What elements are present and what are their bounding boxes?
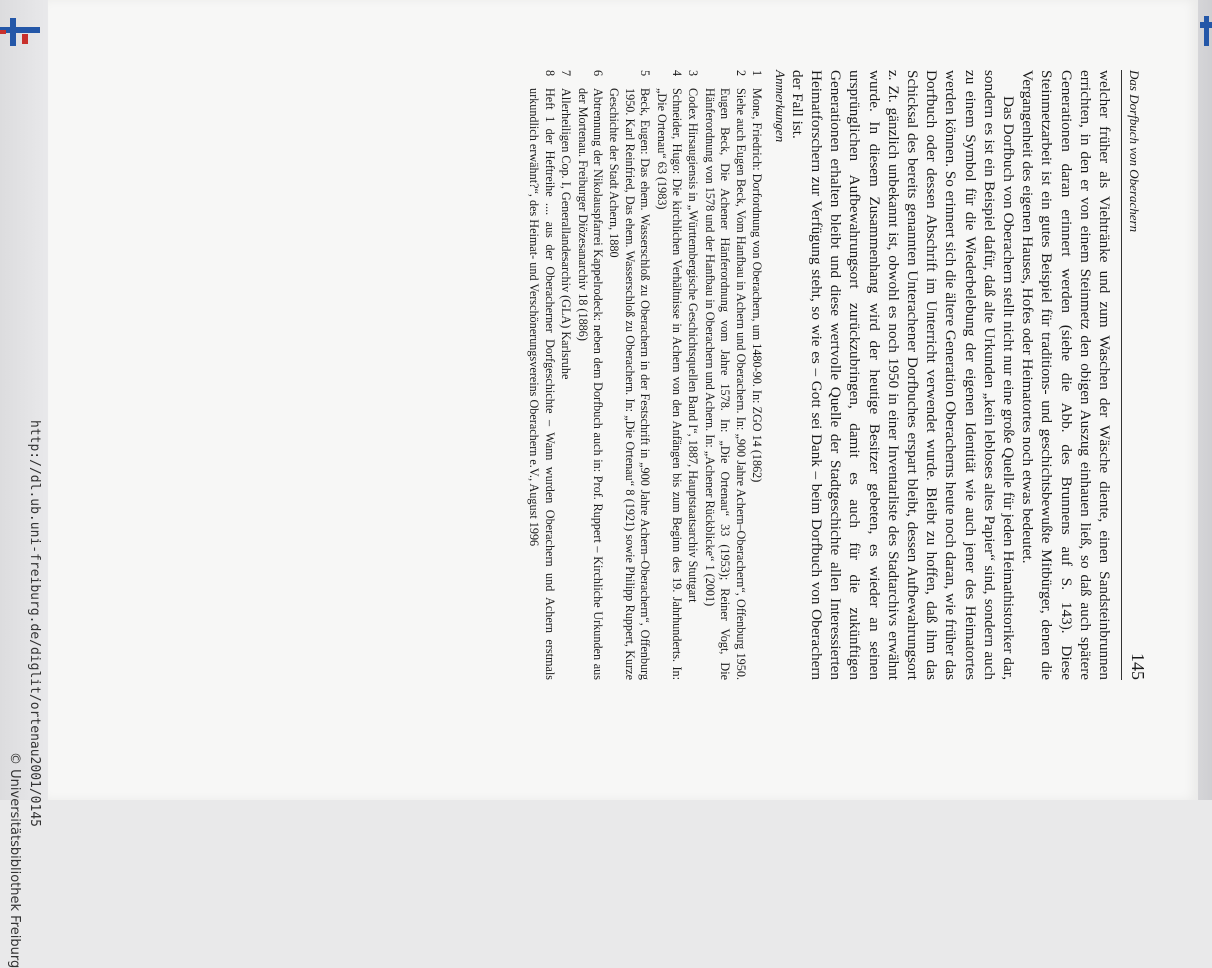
note-number: 8: [542, 70, 557, 77]
note-text: Codex Hirsaugiensis in „Württembergische Geschichtsquellen Band I“, 1887, Hauptstaatsarchiv Stuttgart: [686, 88, 701, 603]
paragraph: welcher früher als Viehtränke und zum Waschen der Wäsche diente, einen Sandsteinbrunnen errichten, in den er von einem Steinmetz den obigen Auszug einhauen ließ, so daß auch spätere Generationen daran erinnert werden (siehe die Abb. des Brunnens auf S. 143). Diese Steinmetzarbeit ist ein gutes Beispiel für traditions- und geschichtsbewußte Mitbürger, denen die Vergangenheit des eigenen Hauses, Hofes oder Heimatortes noch etwas bedeutet.: [1019, 70, 1113, 680]
note-text: Mone, Friedrich: Dorfordnung von Oberachern, um 1480-90. In: ZGO 14 (1862): [750, 88, 764, 483]
note-number: 1: [750, 70, 764, 77]
note-text: Abtrennung der Nikolauspfarrei Kappelrodeck: neben dem Dorfbuch auch in: Prof. Ruppert – Kirchliche Urkunden aus der Mortenau. Freiburger Diözesanarchiv 18 (1886): [575, 88, 605, 680]
paragraph: Das Dorfbuch von Oberachern stellt nicht nur eine große Quelle für jeden Heimathistoriker dar, sondern es ist ein Beispiel dafür, daß alte Urkunden „kein lebloses altes Papier“ sind, sondern auch zu einem Symbol für die Wiederbelebung der eigenen Identität wie auch jener des Heimatortes werden können. So erinnert sich die ältere Generation Oberacherns heute noch daran, wie früher das Dorfbuch oder dessen Abschrift im Unterricht verwendet wurde. Bleibt zu hoffen, daß ihm das Schicksal des bereits genannten Unterachener Dorfbuches erspart bleibt, dessen Aufbewahrungsort z. Zt. gänzlich unbekannt ist, obwohl es noch 1950 in einer Inventarliste des Stadtarchivs erwähnt wurde. In diesem Zusammenhang wird der heutige Besitzer gebeten, es wieder an seinen ursprünglichen Aufbewahrungsort zurückzubringen, damit es auch für die zukünftigen Generationen erhalten bleibt und diese wertvolle Quelle der Stadtgeschichte allen Interessierten Heimatforschern zur Verfügung steht, so wie es – Gott sei Dank – beim Dorfbuch von Oberachern der Fall ist.: [788, 70, 1017, 680]
note-number: 3: [686, 70, 701, 77]
note-number: 5: [638, 70, 653, 77]
library-credit: © Universitätsbibliothek Freiburg: [7, 752, 22, 968]
note-text: Schneider, Hugo: Die kirchlichen Verhältnisse in Achern von den Anfängen bis zum Beginn des 19. Jahrhunderts. In: „Die Ortenau“ 63 (1983): [654, 88, 684, 680]
source-url[interactable]: http://dl.ub.uni-freiburg.de/diglit/ortenau2001/0145: [27, 420, 42, 827]
notes-heading: Anmerkungen: [773, 70, 788, 143]
note-number: 4: [669, 70, 684, 77]
note-text: Heft 1 der Heftreihe .... aus der Oberacherner Dorfgeschichte – Wann wurden Oberachern und Achern erstmals urkundlich erwähnt?“, des Heimat- und Verschönerungsvereins Oberachern e.V., August 1996: [527, 88, 557, 680]
running-head: Das Dorfbuch von Oberachern: [1127, 70, 1142, 233]
page-number: 145: [1128, 653, 1148, 680]
note-number: 6: [590, 70, 605, 77]
note-text: Beck, Eugen: Das ehem. Wasserschloß zu Oberachern in der Festschrift in „900 Jahre Achern–Oberachern“, Offenburg 1950. Karl Reinfried, Das ehem. Wasserschloß zu Oberachern. In: „Die Ortenau“ 8 (1921) sowie Philipp Ruppert, Kurze Geschichte der Stadt Achern, 1880: [607, 88, 653, 680]
note-text: Allerheiligen Cop. I, Generallandesarchiv (GLA) Karlsruhe: [559, 88, 574, 380]
note-number: 7: [559, 70, 574, 77]
note-text: Siehe auch Eugen Beck, Vom Hanfbau in Achern und Oberachern. In: „900 Jahre Achern–Oberachern“, Offenburg 1950. Eugen Beck, Die Achener Hänferordnung vom Jahre 1578. In: „Die Ortenau“ 33 (1953); Reiner Vogt, Die Hänferordnung von 1578 und der Hanfbau in Oberachern und Achern. In: „Achener Rückblicke“ 1 (2001): [702, 88, 748, 680]
note-number: 2: [733, 70, 748, 77]
